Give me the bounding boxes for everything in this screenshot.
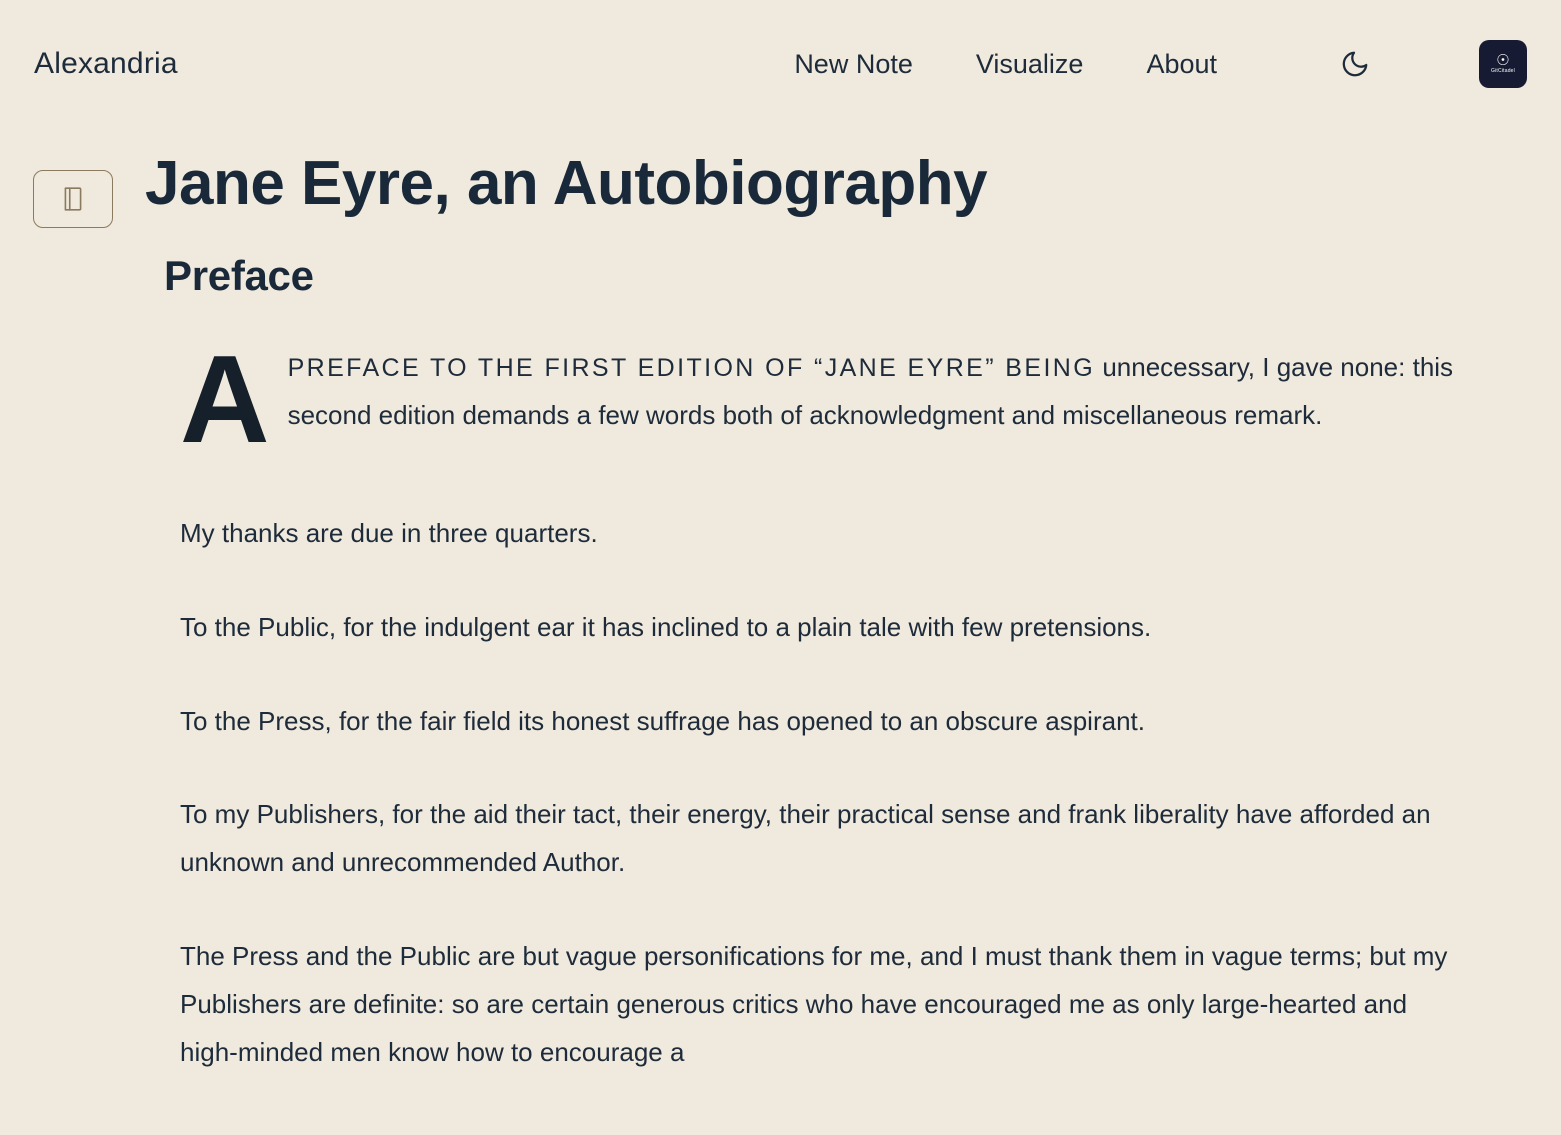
document-body: [0, 252, 1561, 1077]
paragraph-5: The Press and the Public are but vague personifications for me, and I must thank them in vague terms; but my Publishers are definite: so are certain generous critics who have encouraged me as only large-hearted and high-minded men know how to encourage a: [180, 941, 1448, 1067]
book-badge[interactable]: [33, 170, 113, 228]
dark-mode-toggle[interactable]: [1338, 47, 1372, 81]
paragraph-4: To my Publishers, for the aid their tact, their energy, their practical sense and frank liberality have afforded an unknown and unrecommended Author.: [180, 799, 1431, 878]
avatar[interactable]: [1479, 40, 1527, 88]
moon-icon: [1340, 49, 1370, 79]
drop-cap: A: [180, 331, 270, 469]
page-title: Jane Eyre, an Autobiography: [145, 149, 988, 218]
lede-text: [180, 344, 1521, 440]
lede-rest: unnecessary, I gave none: this second edition demands a few words both of acknowledgment and miscellaneous remark.: [287, 352, 1454, 430]
paragraph-1: My thanks are due in three quarters.: [180, 518, 598, 548]
paragraph-2: To the Public, for the indulgent ear it has inclined to a plain tale with few pretensions.: [180, 611, 1152, 642]
lede-paragraph: [180, 331, 1521, 469]
top-navigation-bar: [0, 0, 1561, 128]
nav-about[interactable]: About: [1146, 48, 1217, 79]
avatar-glyph: ☉: [1496, 52, 1510, 69]
avatar-label: GitCitadel: [1491, 68, 1515, 74]
nav-visualize[interactable]: Visualize: [975, 48, 1084, 79]
nav-new-note[interactable]: New Note: [794, 48, 913, 79]
section-title: Preface: [164, 252, 314, 299]
document-header: [0, 128, 1561, 228]
lede-smallcaps: PREFACE TO THE FIRST EDITION OF “JANE EYRE” BEING: [287, 354, 1096, 382]
brand-logo[interactable]: Alexandria: [34, 47, 178, 80]
book-icon: [62, 186, 84, 212]
main-nav: [794, 40, 1527, 88]
paragraph-3: To the Press, for the fair field its honest suffrage has opened to an obscure aspirant.: [180, 705, 1145, 736]
